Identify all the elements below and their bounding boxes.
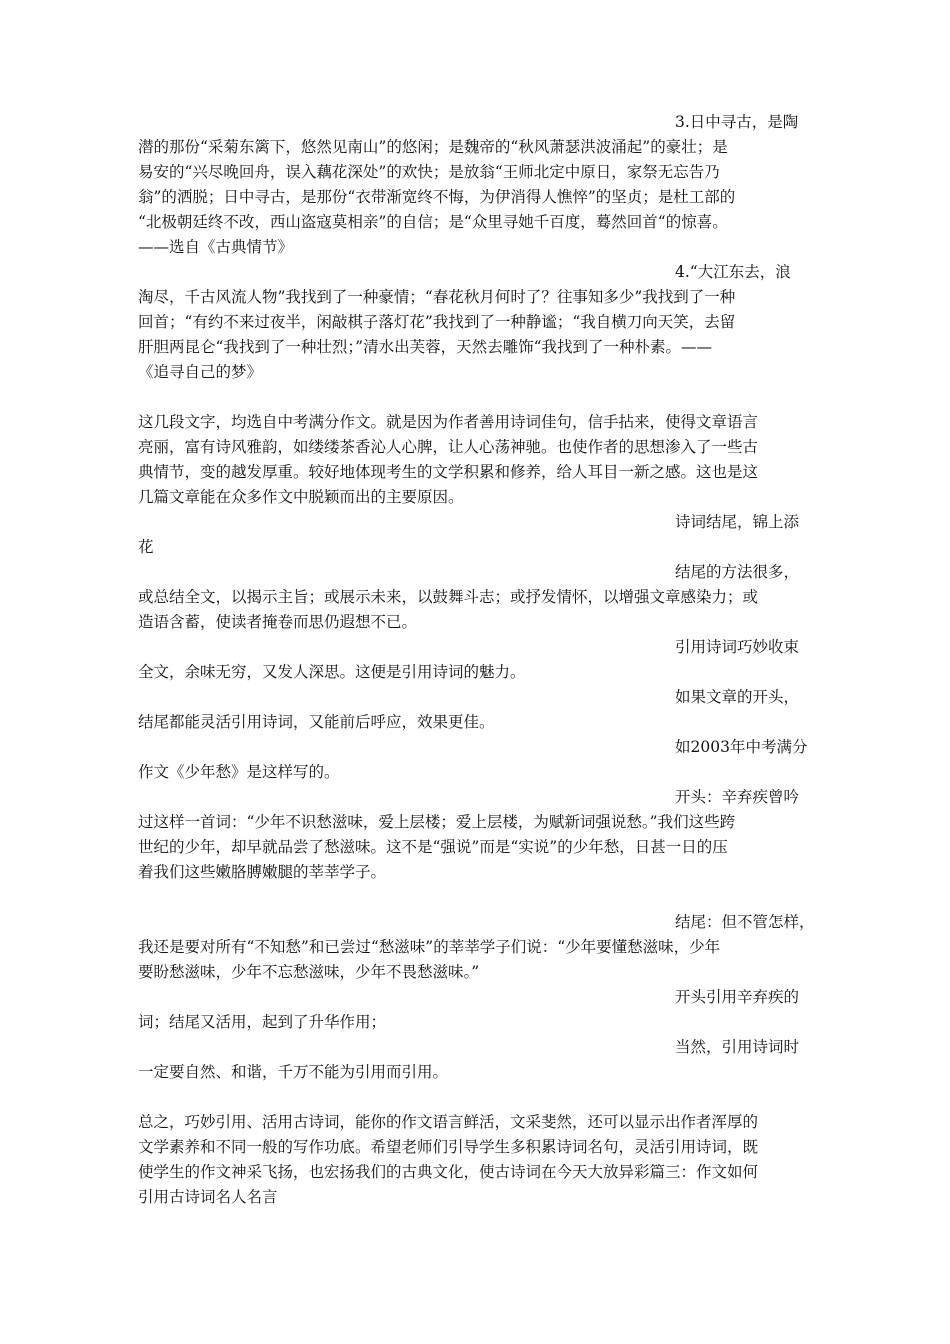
paragraph — [138, 635, 818, 685]
text-line: ——选自《古典情节》 — [138, 238, 294, 256]
document-body — [138, 110, 818, 1210]
paragraph — [138, 1035, 818, 1085]
text-line: 肝胆两昆仑“我找到了一种壮烈；”清水出芙蓉，天然去雕饰“我找到了一种朴素。—— — [138, 338, 713, 356]
paragraph — [138, 685, 818, 735]
paragraph — [138, 110, 818, 260]
paragraph — [138, 1110, 818, 1210]
text-line: 使学生的作文神采飞扬，也宏扬我们的古典文化，使古诗词在今天大放异彩篇三：作文如何 — [138, 1163, 759, 1181]
paragraph — [138, 560, 818, 635]
paragraph — [138, 735, 818, 785]
text-line: 全文，余味无穷，又发人深思。这便是引用诗词的魅力。 — [138, 663, 526, 681]
paragraph-lead-line: 结尾：但不管怎样， — [675, 913, 815, 931]
text-line: 结尾都能灵活引用诗词，又能前后呼应，效果更佳。 — [138, 713, 495, 731]
text-line: 《追寻自己的梦》 — [138, 363, 263, 381]
paragraph-lead-line: 3.日中寻古，是陶 — [675, 113, 799, 131]
text-line: 典情节，变的越发厚重。较好地体现考生的文学积累和修养，给人耳目一新之感。这也是这 — [138, 463, 759, 481]
text-line: 这几段文字，均选自中考满分作文。就是因为作者善用诗词佳句，信手拈来，使得文章语言 — [138, 413, 759, 431]
paragraph-lead-line: 如果文章的开头， — [675, 688, 800, 706]
text-line: “北极朝廷终不改，西山盗寇莫相亲”的自信；是“众里寻她千百度，蓦然回首“的惊喜。 — [138, 213, 728, 231]
text-line: 我还是要对所有“不知愁”和已尝过“愁滋味”的莘莘学子们说：“少年要懂愁滋味，少年 — [138, 938, 721, 956]
paragraph — [138, 985, 818, 1035]
text-line: 或总结全文，以揭示主旨；或展示未来，以鼓舞斗志；或抒发情怀，以增强文章感染力；或 — [138, 588, 759, 606]
text-line: 淘尽，千古风流人物”我找到了一种豪情；“春花秋月何时了？往事知多少”我找到了一种 — [138, 288, 736, 306]
paragraph — [138, 910, 818, 985]
text-line: 花 — [138, 538, 154, 556]
paragraph-lead-line: 当然，引用诗词时 — [675, 1038, 800, 1056]
text-line: 潜的那份“采菊东篱下，悠然见南山”的悠闲；是魏帝的“秋风萧瑟洪波涌起”的豪壮；是 — [138, 138, 728, 156]
paragraph-lead-line: 开头：辛弃疾曾吟 — [675, 788, 800, 806]
blank-line — [138, 385, 818, 410]
paragraph-lead-line: 引用诗词巧妙收束 — [675, 638, 800, 656]
paragraph-lead-line: 如2003年中考满分 — [675, 738, 808, 756]
paragraph-lead-line: 4.“大江东去，浪 — [675, 263, 791, 281]
paragraph — [138, 785, 818, 885]
paragraph — [138, 260, 818, 385]
paragraph-lead-line: 结尾的方法很多， — [675, 563, 800, 581]
paragraph — [138, 410, 818, 510]
text-line: 词；结尾又活用，起到了升华作用； — [138, 1013, 387, 1031]
text-line: 一定要自然、和谐，千万不能为引用而引用。 — [138, 1063, 449, 1081]
text-line: 几篇文章能在众多作文中脱颖而出的主要原因。 — [138, 488, 464, 506]
text-line: 世纪的少年，却早就品尝了愁滋味。这不是“强说”而是“实说”的少年愁，日甚一日的压 — [138, 838, 728, 856]
text-line: 回首；“有约不来过夜半，闲敲棋子落灯花”我找到了一种静谧；“我自横刀向天笑，去留 — [138, 313, 736, 331]
text-line: 引用古诗词名人名言 — [138, 1188, 278, 1206]
text-line: 过这样一首词：“少年不识愁滋味，爱上层楼；爱上层楼，为赋新词强说愁。”我们这些跨 — [138, 813, 736, 831]
blank-line — [138, 1085, 818, 1110]
text-line: 易安的“兴尽晚回舟，误入藕花深处”的欢快；是放翁“王师北定中原日，家祭无忘告乃 — [138, 163, 720, 181]
paragraph-lead-line: 开头引用辛弃疾的 — [675, 988, 800, 1006]
text-line: 要盼愁滋味，少年不忘愁滋味，少年不畏愁滋味。” — [138, 963, 480, 981]
paragraph — [138, 510, 818, 560]
text-line: 作文《少年愁》是这样写的。 — [138, 763, 340, 781]
blank-line — [138, 885, 818, 910]
text-line: 着我们这些嫩胳膊嫩腿的莘莘学子。 — [138, 863, 387, 881]
text-line: 造语含蓄，使读者掩卷而思仍遐想不已。 — [138, 613, 418, 631]
text-line: 翁”的洒脱；日中寻古，是那份“衣带渐宽终不悔，为伊消得人憔悴”的坚贞；是杜工部的 — [138, 188, 736, 206]
text-line: 亮丽，富有诗风雅韵，如缕缕茶香沁人心脾，让人心荡神驰。也使作者的思想渗入了一些古 — [138, 438, 759, 456]
text-line: 文学素养和不同一般的写作功底。希望老师们引导学生多积累诗词名句，灵活引用诗词，既 — [138, 1138, 759, 1156]
text-line: 总之，巧妙引用、活用古诗词，能你的作文语言鲜活，文采斐然，还可以显示出作者浑厚的 — [138, 1113, 759, 1131]
paragraph-lead-line: 诗词结尾，锦上添 — [675, 513, 800, 531]
